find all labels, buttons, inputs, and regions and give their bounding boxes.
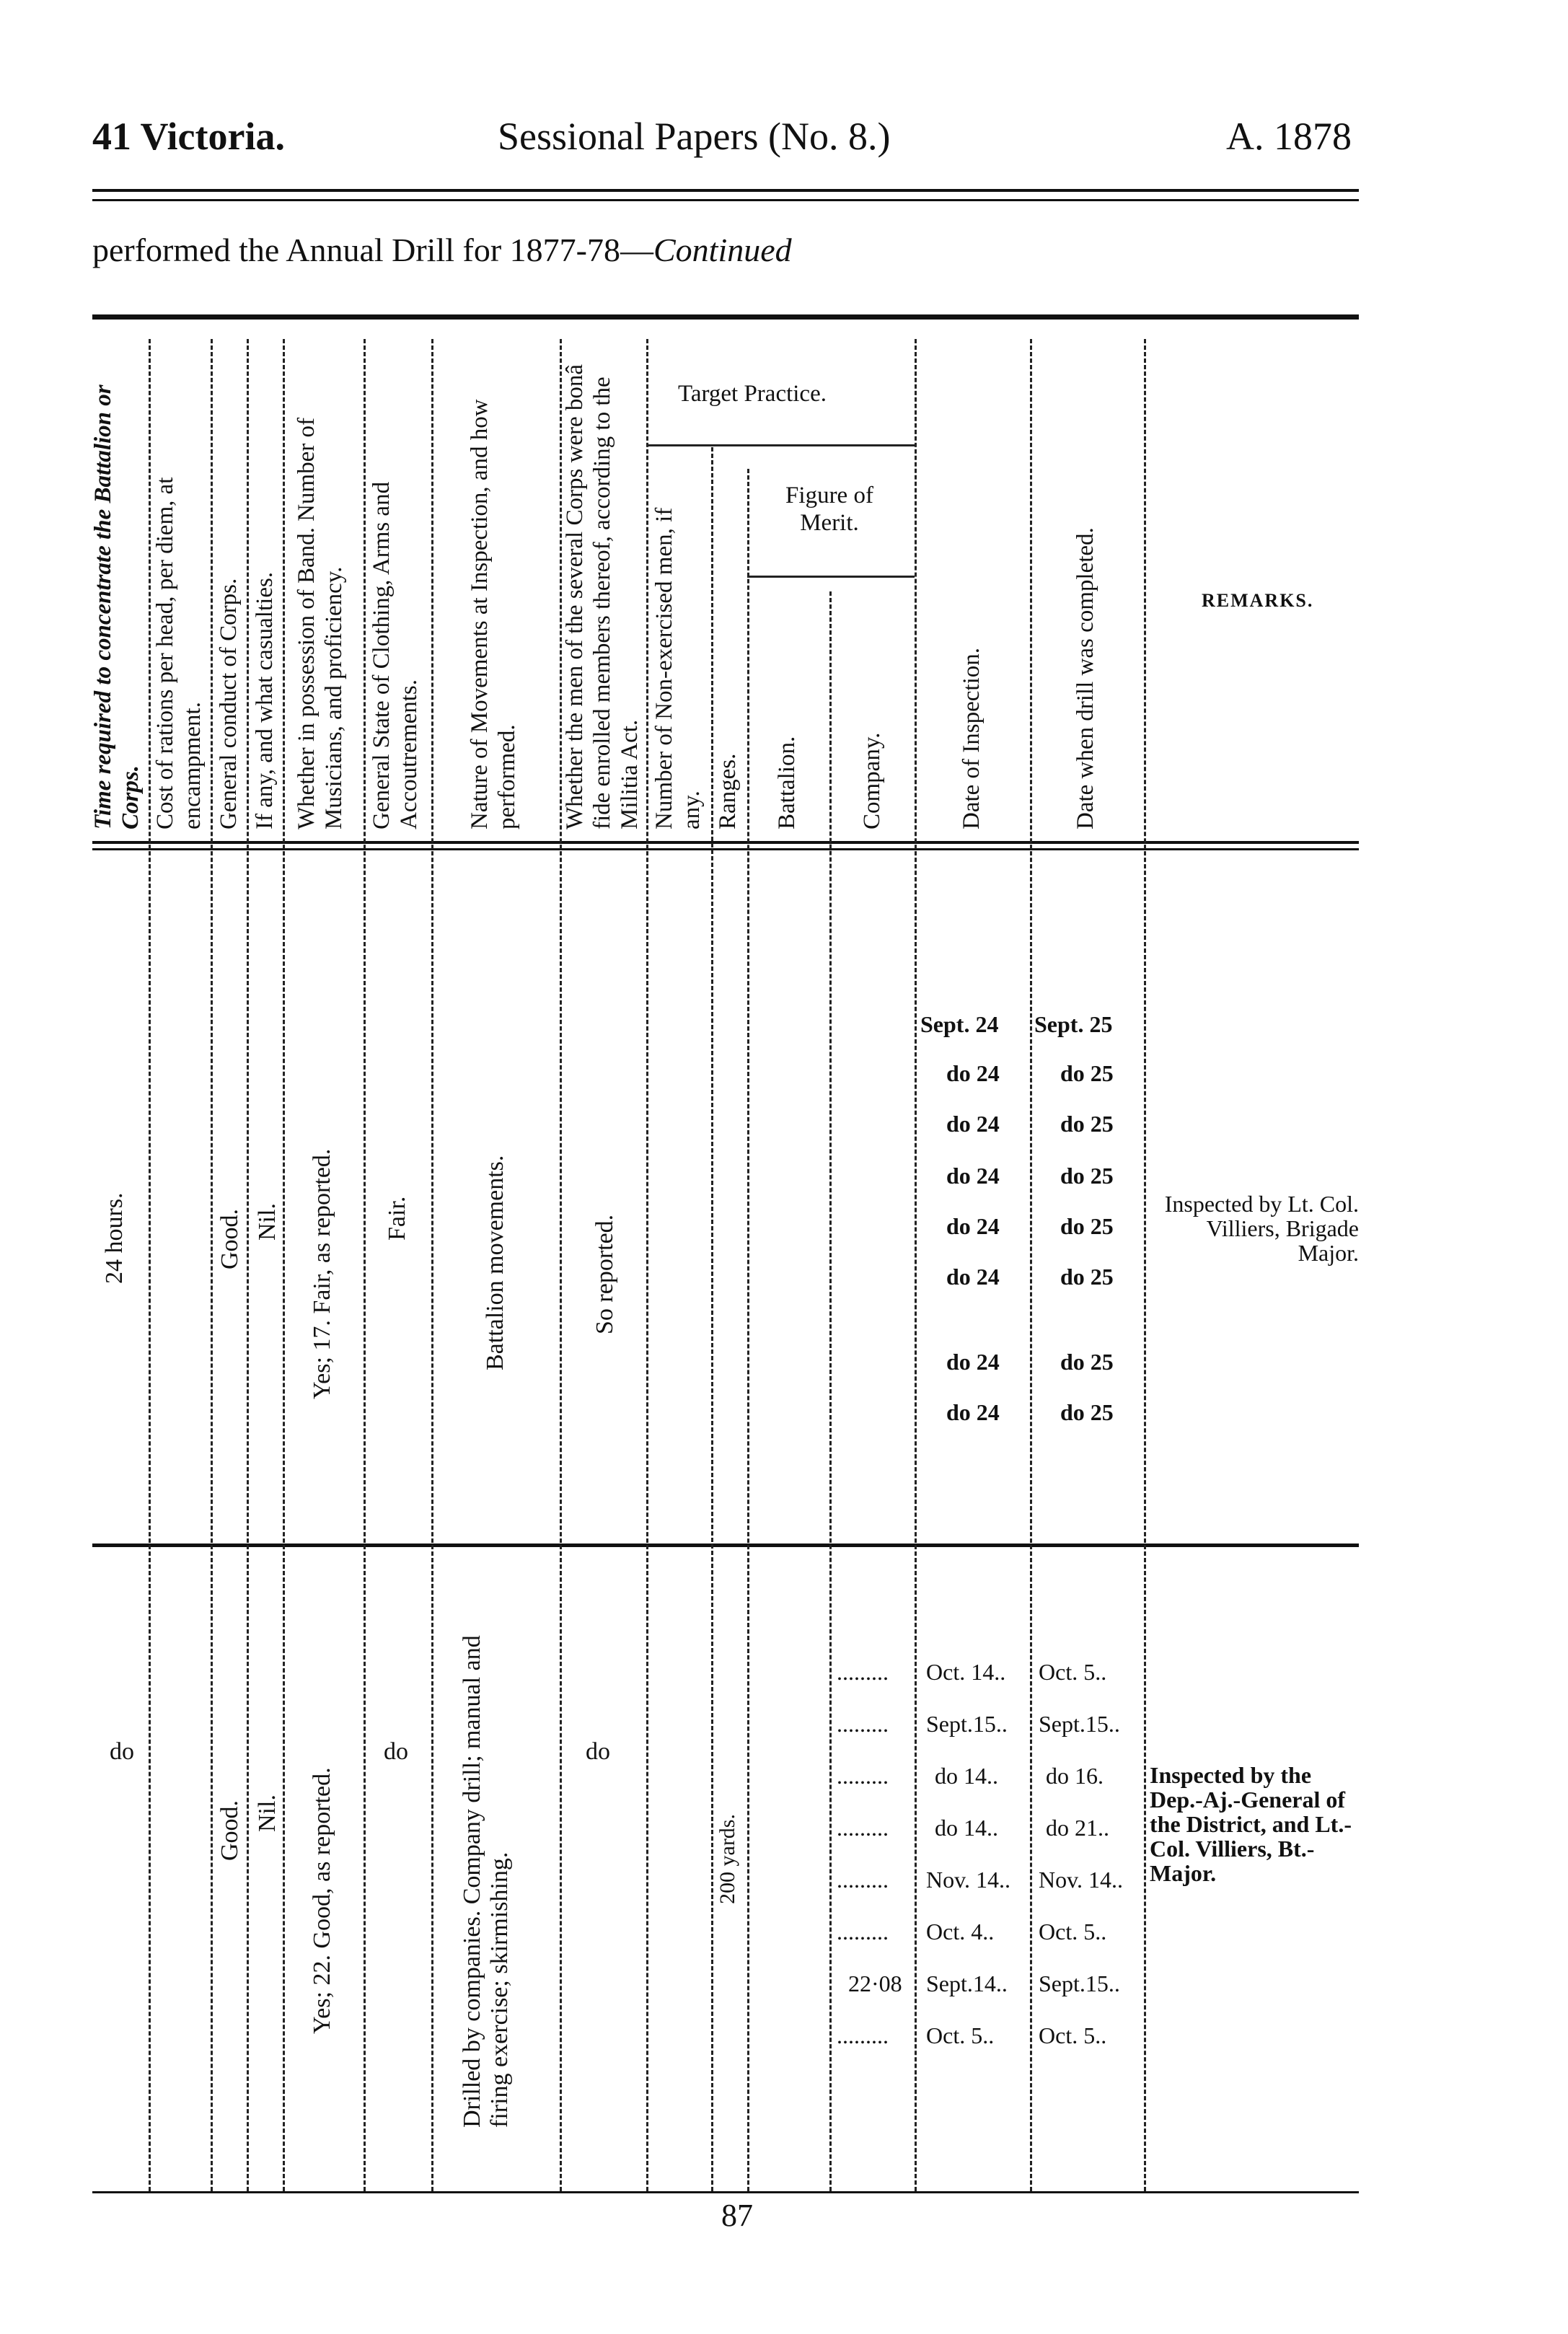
col-divider: [247, 339, 249, 2191]
figure-of-merit-rule: [747, 576, 915, 578]
block2-company-value: .........: [837, 1763, 889, 1789]
col-divider: [915, 339, 917, 2191]
block2-inspection-date: Oct. 5..: [926, 2022, 995, 2048]
page-number: 87: [721, 2198, 753, 2233]
col-divider: [1144, 339, 1146, 2191]
block2-inspection-date: Sept.14..: [926, 1970, 1008, 1996]
block2-inspection-date: Nov. 14..: [926, 1867, 1011, 1893]
col-time-required: Time required to concentrate the Battalion or Corps.: [90, 384, 144, 829]
block1-completed-date: do 25: [1060, 1213, 1114, 1239]
col-divider: [211, 339, 213, 2191]
block2-movements: Drilled by companies. Company drill; manual and firing exercise; skirmishing.: [459, 1635, 513, 2128]
block2-inspection-date: Oct. 4..: [926, 1919, 995, 1945]
col-divider: [747, 469, 749, 2191]
block1-completed-date: do 25: [1060, 1399, 1114, 1425]
block2-completed-date: do 21..: [1046, 1815, 1109, 1841]
block1-inspection-date: do 24: [946, 1213, 1000, 1239]
header-rule-2: [92, 199, 1359, 201]
block2-completed-date: Oct. 5..: [1039, 1919, 1107, 1945]
block1-completed-date: Sept. 25: [1034, 1011, 1113, 1037]
block2-inspection-date: do 14..: [935, 1815, 998, 1841]
block1-movements: Battalion movements.: [482, 1155, 508, 1370]
block2-company-value: 22·08: [848, 1970, 902, 1996]
col-cost-rations: Cost of rations per head, per diem, at encampment.: [152, 477, 206, 829]
block1-casualties: Nil.: [254, 1203, 281, 1241]
block2-completed-date: Sept.15..: [1039, 1711, 1120, 1737]
col-band: Whether in possession of Band. Number of Musicians, and proficiency.: [294, 418, 347, 829]
col-divider: [149, 339, 151, 2191]
col-figure-of-merit: Figure of Merit.: [785, 483, 873, 536]
block2-company-value: .........: [837, 2022, 889, 2048]
col-divider: [431, 339, 433, 2191]
col-remarks: REMARKS.: [1202, 590, 1314, 611]
block2-ranges: 200 yards.: [715, 1814, 739, 1904]
block2-inspection-date: Oct. 14..: [926, 1659, 1006, 1685]
block1-completed-date: do 25: [1060, 1163, 1114, 1189]
block2-clothing: do: [384, 1738, 408, 1765]
block2-inspection-date: do 14..: [935, 1763, 998, 1789]
col-divider: [1030, 339, 1032, 2191]
header-right: A. 1878: [1226, 115, 1352, 158]
block2-casualties: Nil.: [254, 1794, 281, 1832]
col-ranges: Ranges.: [715, 753, 741, 829]
subtitle: [92, 231, 792, 269]
block1-inspection-date: do 24: [946, 1060, 1000, 1086]
block1-inspection-date: do 24: [946, 1264, 1000, 1290]
block1-band: Yes; 17. Fair, as reported.: [309, 1148, 335, 1399]
col-casualties: If any, and what casualties.: [252, 571, 278, 829]
block2-completed-date: do 16.: [1046, 1763, 1104, 1789]
col-movements: Nature of Movements at Inspection, and how performed.: [467, 399, 520, 829]
block2-bona-fide: do: [586, 1738, 610, 1765]
col-divider: [646, 339, 648, 2191]
block1-inspection-date: do 24: [946, 1349, 1000, 1375]
block2-company-value: .........: [837, 1711, 889, 1737]
block1-conduct: Good.: [216, 1208, 243, 1269]
col-date-inspection: Date of Inspection.: [959, 648, 985, 829]
col-bona-fide: Whether the men of the several Corps were bonâ fide enrolled members thereof, according to the Militia Act.: [562, 364, 643, 829]
col-non-exercised: Number of Non-exercised men, if any.: [651, 507, 705, 829]
subtitle-continued: Continued: [653, 232, 792, 268]
block2-remarks: Inspected by the Dep.-Aj.-General of the District, and Lt.-Col. Villiers, Bt.-Major.: [1150, 1762, 1352, 1886]
block1-clothing: Fair.: [384, 1196, 410, 1241]
header-rule-1: [92, 189, 1359, 192]
header-left: 41 Victoria.: [92, 115, 285, 158]
block2-company-value: .........: [837, 1919, 889, 1945]
subtitle-text: performed the Annual Drill for 1877-78—: [92, 232, 653, 268]
block2-time: do: [110, 1738, 134, 1765]
col-divider: [283, 339, 285, 2191]
block1-completed-date: do 25: [1060, 1264, 1114, 1290]
block1-bona-fide: So reported.: [591, 1214, 618, 1334]
block2-completed-date: Sept.15..: [1039, 1970, 1120, 1996]
col-divider: [364, 339, 366, 2191]
block1-remarks: Inspected by Lt. Col. Villiers, Brigade Major.: [1164, 1191, 1359, 1266]
block2-conduct: Good.: [216, 1800, 243, 1861]
target-practice-rule: [646, 444, 915, 446]
block1-inspection-date: Sept. 24: [920, 1011, 999, 1037]
block1-time: 24 hours.: [101, 1192, 128, 1284]
block1-inspection-date: do 24: [946, 1399, 1000, 1425]
block1-completed-date: do 25: [1060, 1060, 1114, 1086]
col-clothing: General State of Clothing, Arms and Accoutrements.: [369, 481, 422, 829]
block1-completed-date: do 25: [1060, 1111, 1114, 1137]
block2-completed-date: Oct. 5..: [1039, 2022, 1107, 2048]
block2-company-value: .........: [837, 1867, 889, 1893]
table-bottom-rule: [92, 2191, 1359, 2193]
block1-inspection-date: do 24: [946, 1163, 1000, 1189]
block1-inspection-date: do 24: [946, 1111, 1000, 1137]
col-company: Company.: [859, 732, 885, 829]
block2-company-value: .........: [837, 1815, 889, 1841]
block1-completed-date: do 25: [1060, 1349, 1114, 1375]
col-conduct: General conduct of Corps.: [216, 578, 242, 829]
col-divider: [711, 447, 713, 2191]
block2-completed-date: Oct. 5..: [1039, 1659, 1107, 1685]
col-target-practice: Target Practice.: [678, 381, 827, 407]
block2-band: Yes; 22. Good, as reported.: [309, 1767, 335, 2034]
col-divider: [829, 591, 832, 2191]
header-center: Sessional Papers (No. 8.): [498, 115, 891, 158]
table-top-rule: [92, 314, 1359, 320]
col-battalion: Battalion.: [774, 736, 800, 829]
block2-company-value: .........: [837, 1659, 889, 1685]
block2-completed-date: Nov. 14..: [1039, 1867, 1124, 1893]
col-date-completed: Date when drill was completed.: [1073, 527, 1098, 829]
block2-inspection-date: Sept.15..: [926, 1711, 1008, 1737]
